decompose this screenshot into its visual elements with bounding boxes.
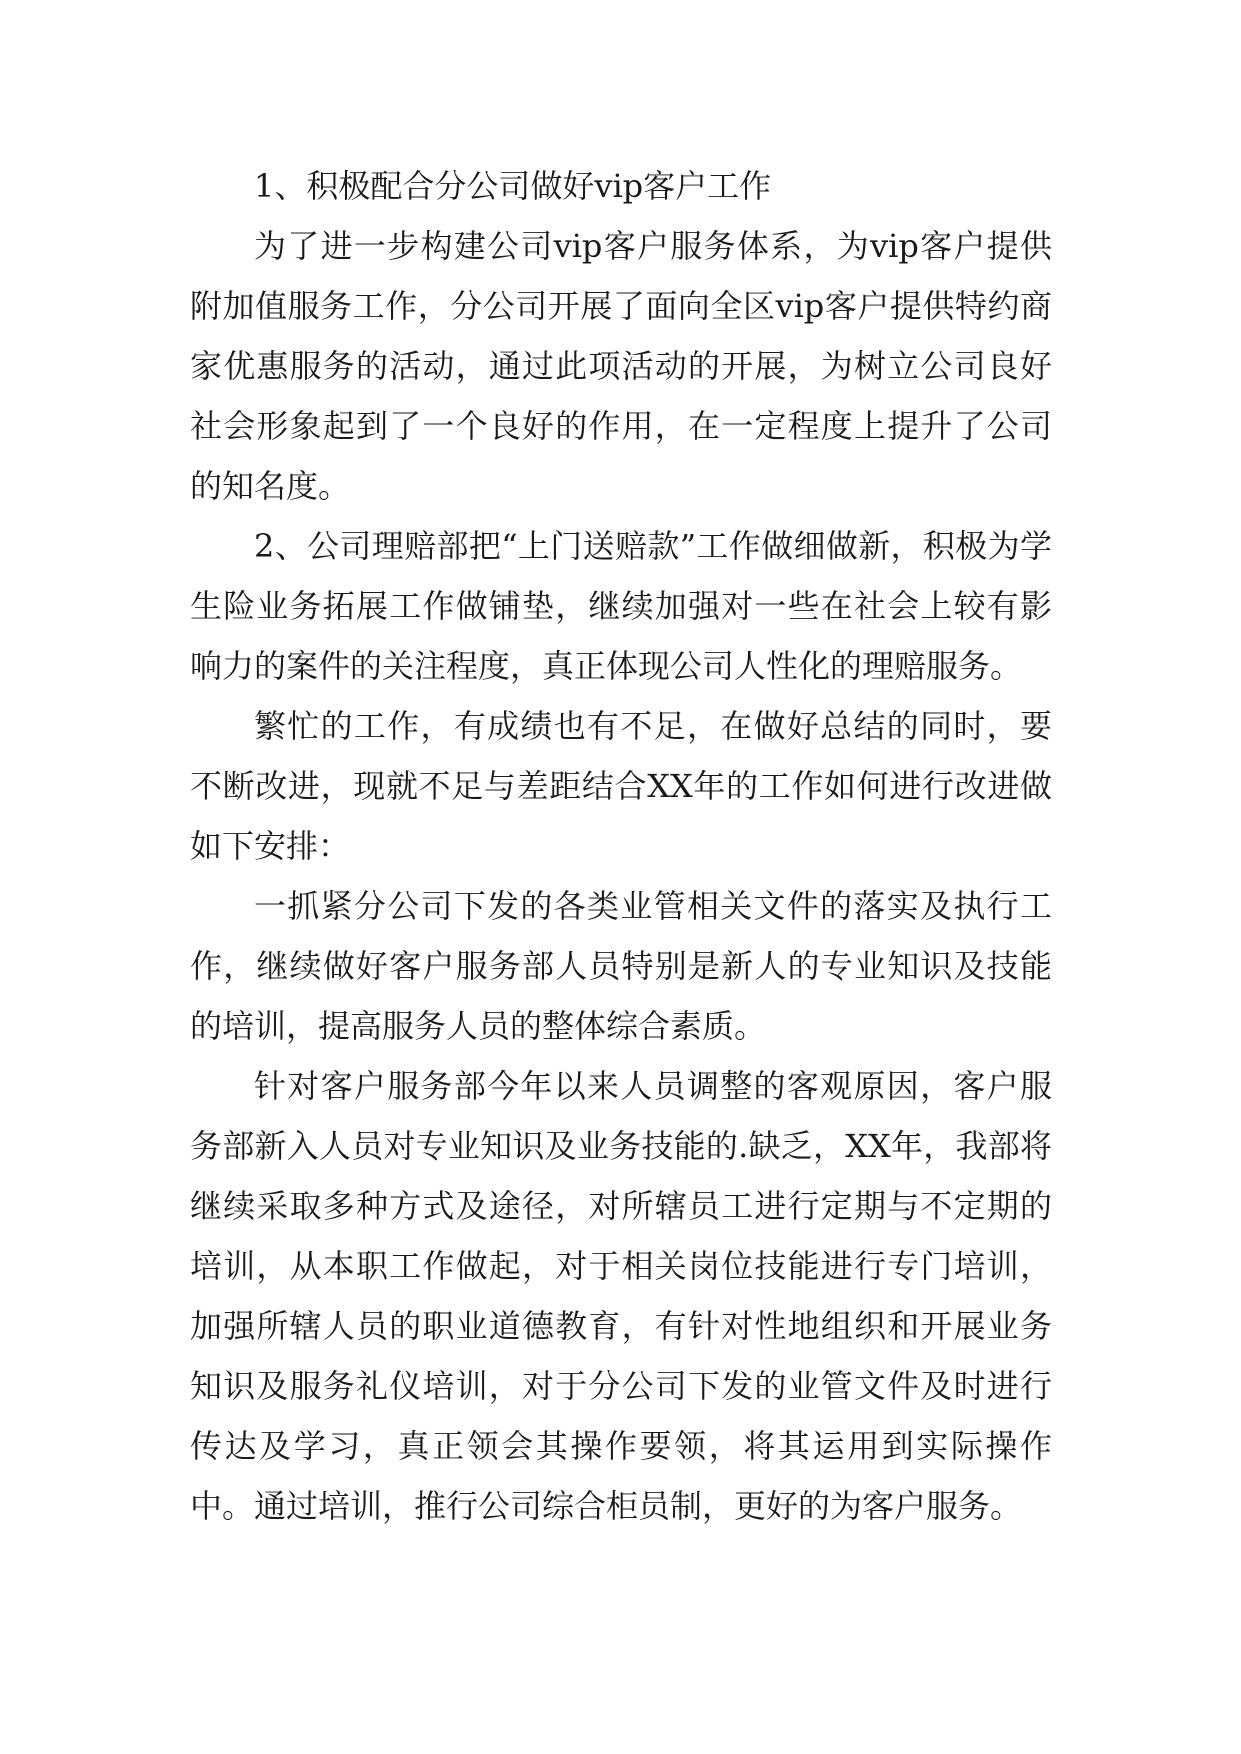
- paragraph-4: 繁忙的工作，有成绩也有不足，在做好总结的同时，要不断改进，现就不足与差距结合XX年的工作如何进行改进做如下安排：: [190, 707, 1052, 865]
- paragraph-5: 一抓紧分公司下发的各类业管相关文件的落实及执行工作，继续做好客户服务部人员特别是新人的专业知识及技能的培训，提高服务人员的整体综合素质。: [190, 887, 1052, 1045]
- paragraph-1: 1、积极配合分公司做好vip客户工作: [254, 167, 772, 205]
- paragraph-2: 为了进一步构建公司vip客户服务体系，为vip客户提供附加值服务工作，分公司开展了面向全区vip客户提供特约商家优惠服务的活动，通过此项活动的开展，为树立公司良好社会形象起到了一个良好的作用，在一定程度上提升了公司的知名度。: [190, 227, 1052, 505]
- paragraph-3: 2、公司理赔部把“上门送赔款”工作做细做新，积极为学生险业务拓展工作做铺垫，继续加强对一些在社会上较有影响力的案件的关注程度，真正体现公司人性化的理赔服务。: [190, 527, 1052, 685]
- paragraph-6: 针对客户服务部今年以来人员调整的客观原因，客户服务部新入人员对专业知识及业务技能的.缺乏，XX年，我部将继续采取多种方式及途径，对所辖员工进行定期与不定期的培训，从本职工作做起，对于相关岗位技能进行专门培训，加强所辖人员的职业道德教育，有针对性地组织和开展业务知识及服务礼仪培训，对于分公司下发的业管文件及时进行传达及学习，真正领会其操作要领，将其运用到实际操作中。通过培训，推行公司综合柜员制，更好的为客户服务。: [190, 1067, 1052, 1525]
- document-body: [190, 156, 1052, 1536]
